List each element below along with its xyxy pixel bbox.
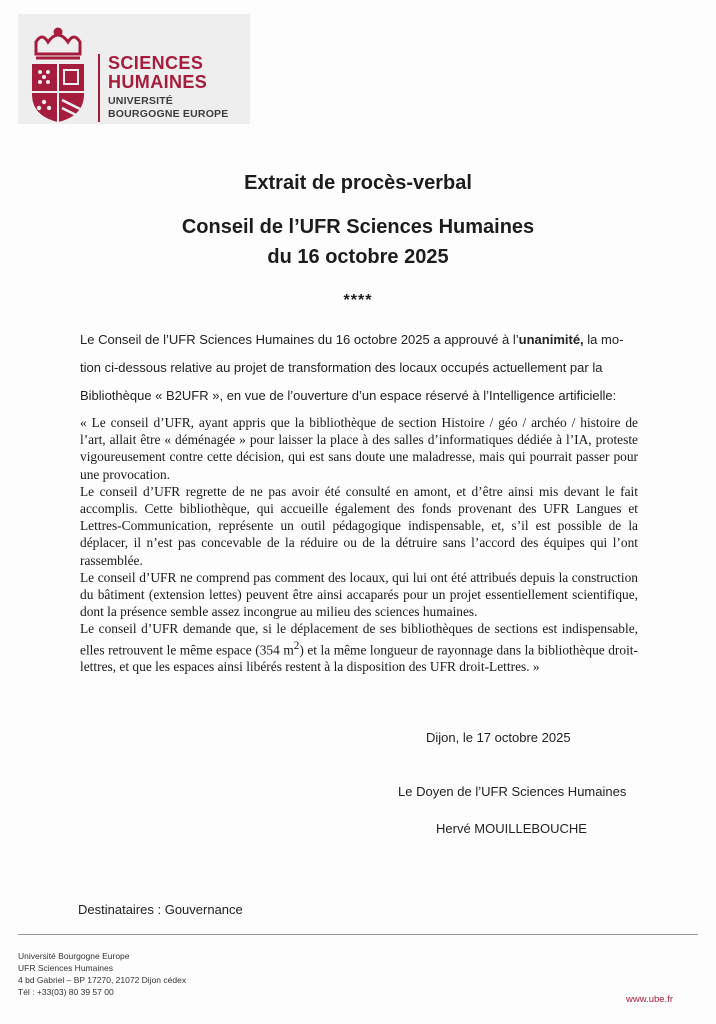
footer-line: UFR Sciences Humaines <box>18 963 113 973</box>
motion-paragraph-2: Le conseil d’UFR regrette de ne pas avoir été consulté en amont, et d’être ainsi mis devant le fait accomplis. Cette bibliothèque, qui accueille également des fonds provenant des UFR Langues et Lettres-Communication, représente un outil pédagogique indispensable, et, s’il est possible de la déplacer, il n’est pas concevable de la réduire ou de la détruire sans l’accord des équipes qui l’ont rassemblée. <box>80 483 638 568</box>
section-separator: **** <box>343 292 373 309</box>
footer-address <box>18 950 186 998</box>
footer-line: Université Bourgogne Europe <box>18 951 130 961</box>
intro-line-3: Bibliothèque « B2UFR », en vue de l’ouverture d’un espace réservé à l’Intelligence artificielle: <box>80 388 617 403</box>
motion-paragraph-3: Le conseil d’UFR ne comprend pas comment des locaux, qui lui ont été attribués depuis la construction du bâtiment (extension lettes) peuvent être ainsi accaparés pour un projet essentiellement scientifique, dont la présence semble assez incongrue au milieu des sciences humaines. <box>80 569 638 620</box>
signatory-title: Le Doyen de l’UFR Sciences Humaines <box>398 784 627 799</box>
logo-line-sciences: SCIENCES <box>108 53 204 73</box>
website-link[interactable]: www.ube.fr <box>626 994 673 1005</box>
motion-paragraph-4 <box>80 620 638 675</box>
intro-text: Le Conseil de l’UFR Sciences Humaines du 16 octobre 2025 a approuvé à l’ <box>80 332 519 347</box>
logo-block <box>18 14 250 124</box>
council-date: du 16 octobre 2025 <box>267 246 449 268</box>
footer-line: Tél : +33(03) 80 39 57 00 <box>18 987 114 997</box>
logo-line-bourgogne: BOURGOGNE EUROPE <box>108 107 229 120</box>
signature-date: Dijon, le 17 octobre 2025 <box>426 730 571 745</box>
logo-divider <box>98 54 100 122</box>
logo-line-humaines: HUMAINES <box>108 72 208 92</box>
intro-line-1 <box>80 332 646 347</box>
motion-text-part: Le conseil d’UFR demande que, si le déplacement de ses bibliothèques de sections est indispensable, elles retrouvent le même espace (354 m <box>80 621 638 658</box>
unanimity-label: unanimité, <box>518 332 584 347</box>
intro-line-2: tion ci-dessous relative au projet de transformation des locaux occupés actuellement par la <box>80 360 603 375</box>
crown-shield-icon <box>26 24 90 124</box>
council-title: Conseil de l’UFR Sciences Humaines <box>181 216 535 238</box>
motion-text <box>80 414 638 676</box>
superscript: 2 <box>293 639 300 652</box>
document-title: Extrait de procès-verbal <box>244 172 472 194</box>
intro-text: la mo- <box>583 332 624 347</box>
motion-text-part: ) et la même longueur de rayonnage dans la bibliothèque droit-lettres, et que les espaces ainsi libérés restent à la disposition des UFR droit-Lettres. » <box>80 642 638 675</box>
signatory-name: Hervé MOUILLEBOUCHE <box>436 821 587 836</box>
motion-paragraph-1: « Le conseil d’UFR, ayant appris que la bibliothèque de section Histoire / géo / archéo / histoire de l’art, allait être « déménagée » pour laisser la place à des salles d’informatiques dédiée à l’IA, proteste vigoureusement contre cette décision, qui est sans doute une maladresse, mais qui pourrait passer pour une provocation. <box>80 415 638 482</box>
logo-line-universite: UNIVERSITÉ <box>108 95 174 107</box>
logo-wordmark <box>108 54 228 119</box>
footer-divider <box>18 934 698 935</box>
recipients: Destinataires : Gouvernance <box>78 902 243 917</box>
footer-line: 4 bd Gabriel – BP 17270, 21072 Dijon cédex <box>18 975 187 985</box>
